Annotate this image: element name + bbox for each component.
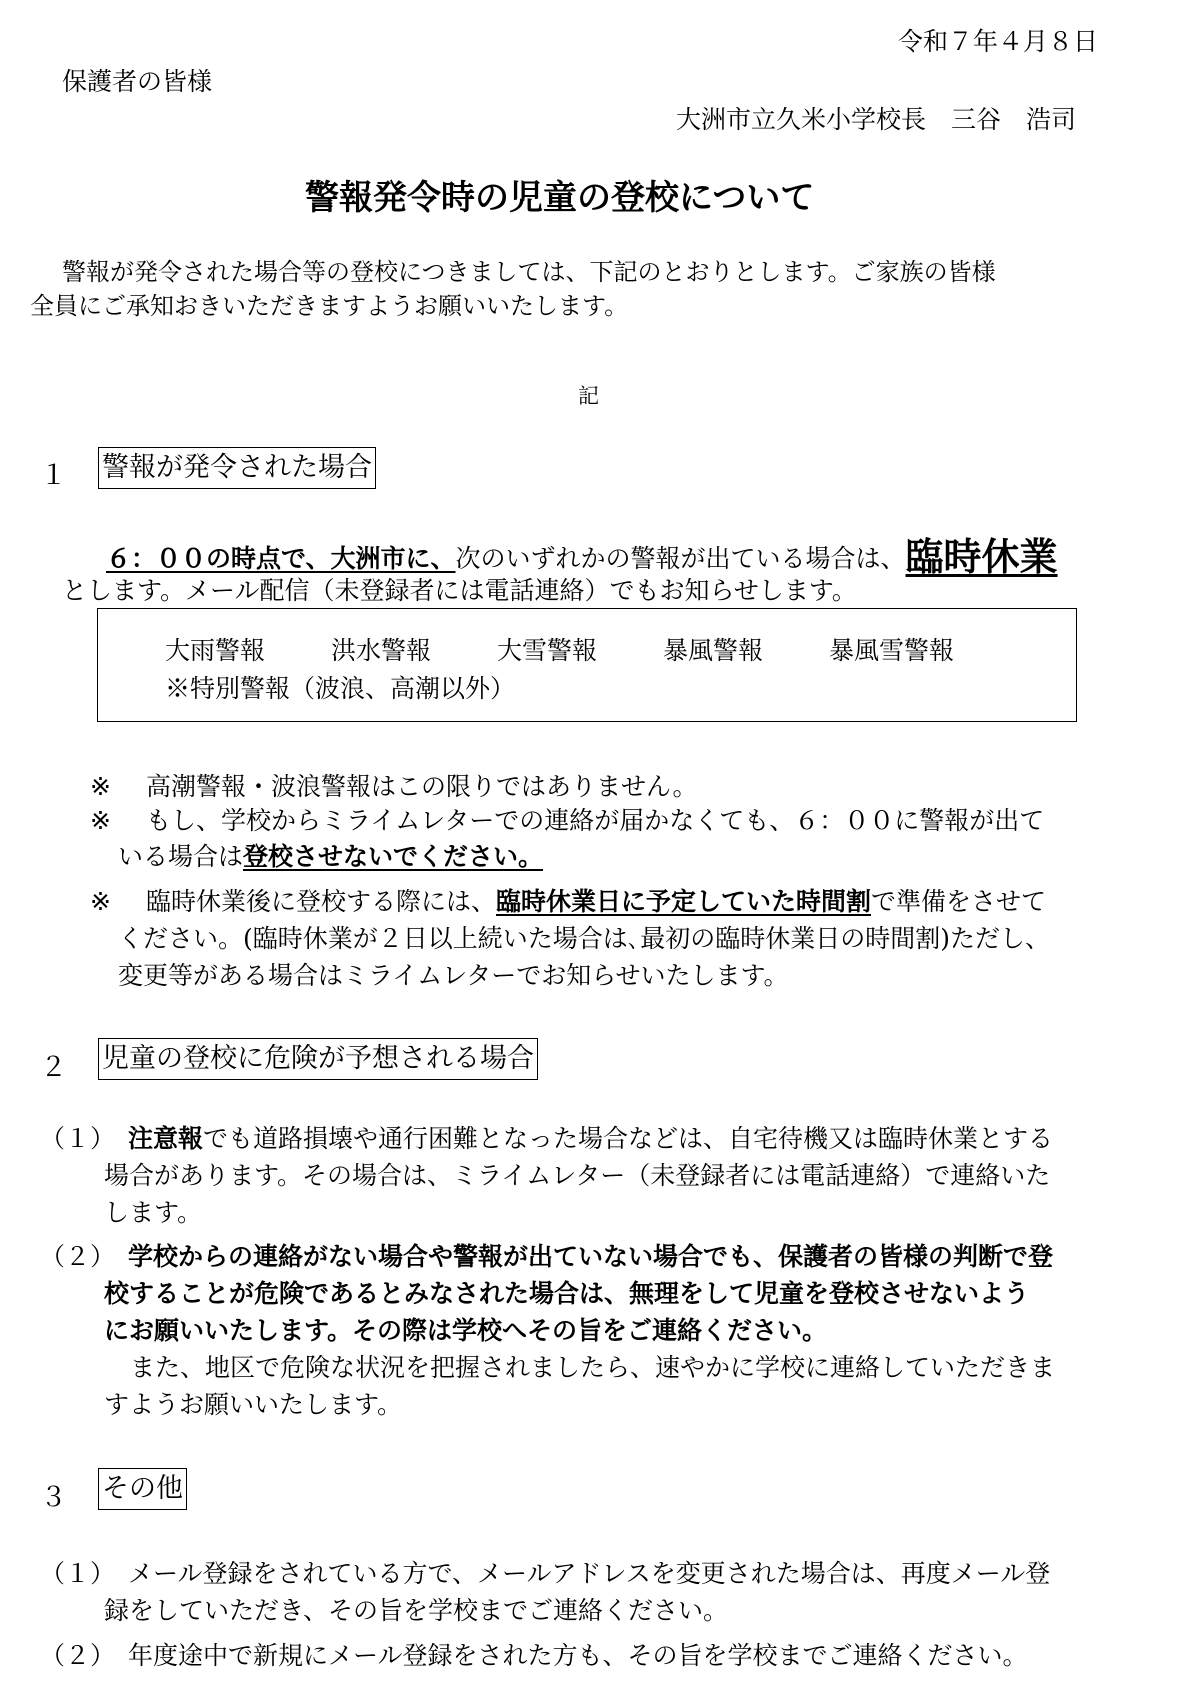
warning-item: 暴風警報	[663, 636, 764, 665]
section-1-heading	[98, 447, 376, 489]
item-text: 年度途中で新規にメール登録をされた方も、その旨を学校までご連絡ください。	[128, 1641, 1028, 1670]
item-line: 場合があります。その場合は、ミライムレター（未登録者には電話連絡）で連絡いた	[104, 1161, 1051, 1190]
warning-item: 洪水警報	[331, 636, 432, 665]
warning-item: 大雪警報	[497, 636, 598, 665]
lead-rest: 次のいずれかの警報が出ている場合は、	[455, 544, 906, 573]
item-line	[40, 1238, 1055, 1275]
item-line: また、地区で危険な状況を把握されましたら、速やかに学校に連絡していただきま	[130, 1353, 1056, 1382]
note-bold: 臨時休業日に予定していた時間割	[496, 887, 872, 916]
note-line: ください。(臨時休業が２日以上続いた場合は､最初の臨時休業日の時間割)ただし、	[118, 924, 1051, 953]
section-3-item-1	[40, 1555, 1050, 1629]
note-bold: 登校させないでください。	[243, 842, 544, 871]
item-text: メール登録をされている方で、メールアドレスを変更された場合は、再度メール登	[128, 1559, 1051, 1588]
section-2-heading-text: 児童の登校に危険が予想される場合	[98, 1038, 538, 1080]
item-line: します。	[104, 1198, 203, 1227]
intro-line: 全員にご承知おきいただきますようお願いいたします。	[30, 292, 629, 320]
item-line: すようお願いいたします。	[104, 1390, 403, 1419]
item-label: （１）	[40, 1124, 116, 1153]
section-2-heading	[98, 1038, 538, 1080]
item-line: にお願いいたします。その際は学校へその旨をご連絡ください。	[104, 1316, 828, 1345]
note-text: もし、学校からミライムレターでの連絡が届かなくても、６：００に警報が出て	[146, 806, 1045, 835]
note-text: で準備をさせて	[871, 887, 1047, 916]
section-2-number: ２	[40, 1052, 67, 1083]
note-line	[90, 839, 1044, 875]
page-title: 警報発令時の児童の登校について	[305, 178, 815, 218]
intro-paragraph	[30, 255, 996, 323]
item-label: （２）	[40, 1641, 116, 1670]
note-1	[90, 767, 698, 803]
note-text: いる場合は	[118, 842, 244, 871]
item-line: 校することが危険であるとみなされた場合は、無理をして児童を登校させないよう	[104, 1279, 1030, 1308]
note-line: 変更等がある場合はミライムレターでお知らせいたします。	[118, 961, 789, 990]
section-3-item-2	[40, 1637, 1028, 1674]
note-line	[90, 883, 1050, 920]
issue-date: 令和７年４月８日	[898, 27, 1099, 56]
section-3-heading	[98, 1468, 187, 1510]
item-label: （２）	[40, 1242, 116, 1271]
note-mark: ※	[90, 772, 111, 801]
item-line	[40, 1637, 1028, 1674]
item-line	[40, 1555, 1050, 1592]
sender: 大洲市立久米小学校長 三谷 浩司	[676, 105, 1077, 134]
ki-mark: 記	[578, 384, 599, 408]
item-label: （１）	[40, 1559, 116, 1588]
item-bold: 学校からの連絡がない場合や警報が出ていない場合でも、保護者の皆様の判断で登	[128, 1242, 1054, 1271]
item-line	[40, 1120, 1053, 1157]
note-mark: ※	[90, 887, 111, 916]
section-2-item-1	[40, 1120, 1053, 1231]
warning-item: 大雨警報	[165, 636, 266, 665]
recipient: 保護者の皆様	[62, 67, 213, 96]
note-mark: ※	[90, 806, 111, 835]
note-line	[90, 803, 1044, 839]
section-1-heading-text: 警報が発令された場合	[98, 447, 376, 489]
note-text: 臨時休業後に登校する際には、	[146, 887, 497, 916]
section-1-lead-line2: とします。メール配信（未登録者には電話連絡）でもお知らせします。	[62, 576, 857, 605]
section-2-item-2	[40, 1238, 1055, 1423]
section-3-heading-text: その他	[98, 1468, 187, 1510]
warning-item: 暴風雪警報	[829, 636, 955, 665]
warning-list-row	[165, 631, 954, 667]
item-text: でも道路損壊や通行困難となった場合などは、自宅待機又は臨時休業とする	[203, 1124, 1054, 1153]
lead-bold: ６：００の時点で、大洲市に、	[106, 544, 456, 573]
note-3	[90, 883, 1050, 994]
warning-list-box	[97, 608, 1077, 722]
section-1-number: １	[40, 460, 67, 491]
special-warning: ※特別警報（波浪、高潮以外）	[165, 674, 516, 703]
note-2	[90, 803, 1044, 875]
item-bold: 注意報	[128, 1124, 204, 1153]
intro-line: 警報が発令された場合等の登校につきましては、下記のとおりとします。ご家族の皆様	[62, 258, 996, 286]
item-line: 録をしていただき、その旨を学校までご連絡ください。	[104, 1596, 729, 1625]
note-text: 高潮警報・波浪警報はこの限りではありません。	[146, 772, 698, 801]
section-3-number: ３	[40, 1482, 67, 1513]
lead-emphasis: 臨時休業	[905, 535, 1058, 579]
